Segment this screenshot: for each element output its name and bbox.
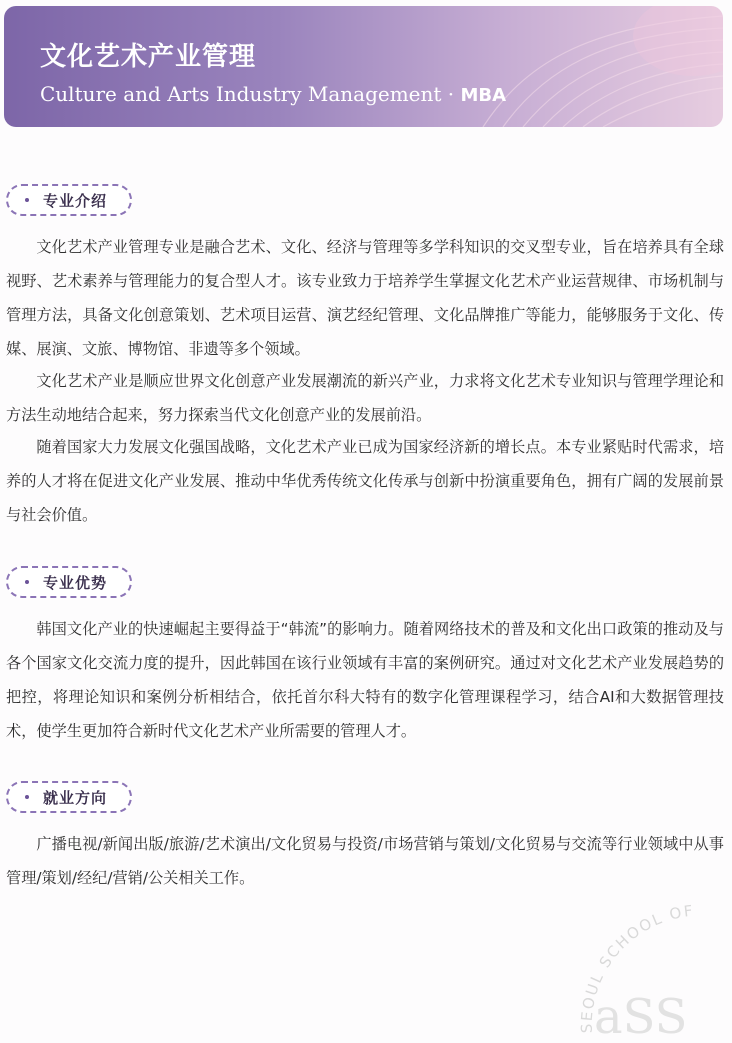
page-title: 文化艺术产业管理 (40, 42, 257, 72)
watermark-logo-text: aSS (594, 989, 688, 1043)
subtitle-english: Culture and Arts Industry Management (40, 82, 442, 106)
header-banner (4, 6, 723, 127)
subtitle-separator: · (447, 82, 455, 106)
school-logo-watermark (572, 883, 732, 1043)
banner-wave-decoration (460, 6, 723, 127)
section-heading-label: 专业介绍 (43, 191, 108, 210)
paragraph: 广播电视/新闻出版/旅游/艺术演出/文化贸易与投资/市场营销与策划/文化贸易与交流等行业领域中从事管理/策划/经纪/营销/公关相关工作。 (6, 835, 724, 887)
section-heading-intro (6, 184, 132, 216)
bullet-dot-icon (25, 795, 29, 799)
bullet-dot-icon (25, 580, 29, 584)
section-heading-label: 专业优势 (43, 573, 108, 592)
bullet-dot-icon (25, 198, 29, 202)
paragraph: 文化艺术产业管理专业是融合艺术、文化、经济与管理等多学科知识的交叉型专业，旨在培养具有全球视野、艺术素养与管理能力的复合型人才。该专业致力于培养学生掌握文化艺术产业运营规律、市场机制与管理方法，具备文化创意策划、艺术项目运营、演艺经纪管理、文化品牌推广等能力，能够服务于文化、传媒、展演、文旅、博物馆、非遗等多个领域。 (6, 238, 724, 358)
paragraph: 韩国文化产业的快速崛起主要得益于“韩流”的影响力。随着网络技术的普及和文化出口政策的推动及与各个国家文化交流力度的提升，因此韩国在该行业领域有丰富的案例研究。通过对文化艺术产业发展趋势的把控，将理论知识和案例分析相结合，依托首尔科大特有的数字化管理课程学习，结合AI和大数据管理技术，使学生更加符合新时代文化艺术产业所需要的管理人才。 (6, 620, 724, 740)
section-heading-career (6, 781, 132, 813)
degree-label: MBA (460, 85, 507, 106)
page-subtitle (40, 82, 506, 106)
watermark-arc-text: SEOUL SCHOOL OF (577, 901, 696, 1034)
paragraph: 随着国家大力发展文化强国战略，文化艺术产业已成为国家经济新的增长点。本专业紧贴时代需求，培养的人才将在促进文化产业发展、推动中华优秀传统文化传承与创新中扮演重要角色，拥有广阔的发展前景与社会价值。 (6, 438, 724, 524)
section-heading-label: 就业方向 (43, 788, 108, 807)
paragraph: 文化艺术产业是顺应世界文化创意产业发展潮流的新兴产业，力求将文化艺术专业知识与管理学理论和方法生动地结合起来，努力探索当代文化创意产业的发展前沿。 (6, 372, 724, 424)
section-heading-advantages (6, 566, 132, 598)
